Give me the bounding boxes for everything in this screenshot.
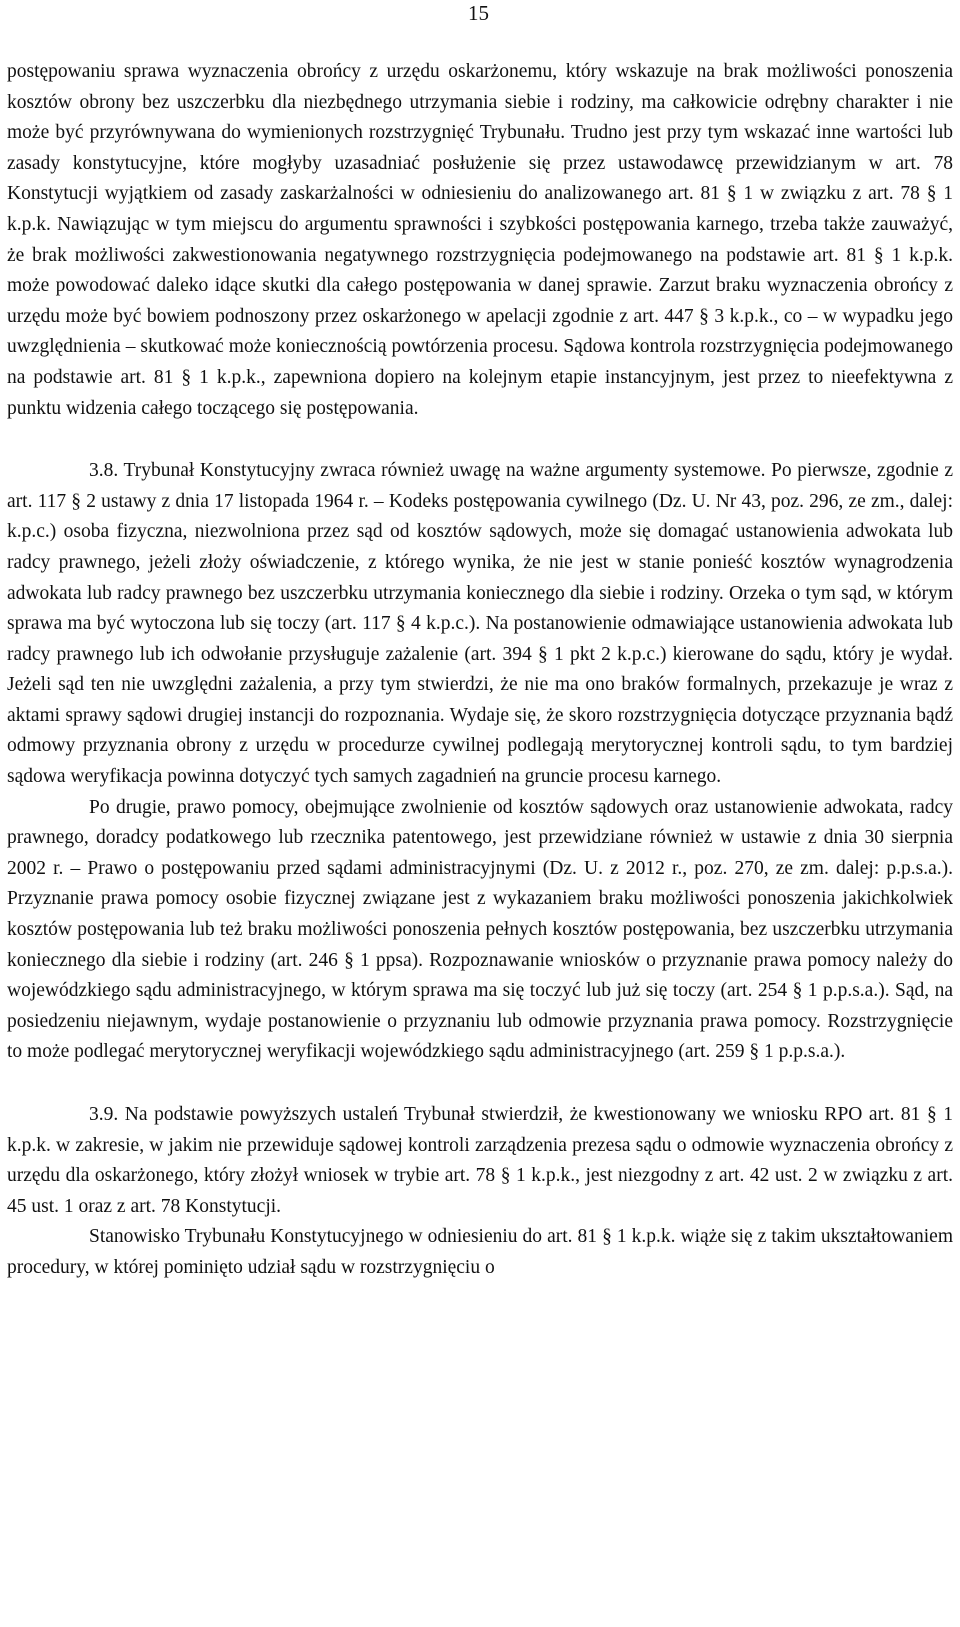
document-body xyxy=(7,57,953,1284)
paragraph-stanowisko: Stanowisko Trybunału Konstytucyjnego w odniesieniu do art. 81 § 1 k.p.k. wiąże się z takim ukształtowaniem procedury, w której pominięto udział sądu w rozstrzygnięciu o xyxy=(7,1226,953,1278)
page-number: 15 xyxy=(468,1,489,25)
paragraph-gap xyxy=(7,1068,953,1100)
paragraph-continuation: postępowaniu sprawa wyznaczenia obrońcy z urzędu oskarżonemu, który wskazuje na brak możliwości ponoszenia kosztów obrony bez uszczerbku dla niezbędnego utrzymania siebie i rodziny, ma całkowicie odrębny charakter i nie może być przyrównywana do wymienionych rozstrzygnięć Trybunału. Trudno jest przy tym wskazać inne wartości lub zasady konstytucyjne, które mogłyby uzasadniać posłużenie się przez ustawodawcę przewidzianym w art. 78 Konstytucji wyjątkiem od zasady zaskarżalności w odniesieniu do analizowanego art. 81 § 1 w związku z art. 78 § 1 k.p.k. Nawiązując w tym miejscu do argumentu sprawności i szybkości postępowania karnego, trzeba także zauważyć, że brak możliwości zakwestionowania negatywnego rozstrzygnięcia podejmowanego na podstawie art. 81 § 1 k.p.k. może powodować daleko idące skutki dla całego postępowania w danej sprawie. Zarzut braku wyznaczenia obrońcy z urzędu może być bowiem podnoszony przez oskarżonego w apelacji zgodnie z art. 447 § 3 k.p.k., co – w wypadku jego uwzględnienia – skutkować może koniecznością powtórzenia procesu. Sądowa kontrola rozstrzygnięcia podejmowanego na podstawie art. 81 § 1 k.p.k., zapewniona dopiero na kolejnym etapie instancyjnym, jest przez to nieefektywna z punktu widzenia całego toczącego się postępowania. xyxy=(7,61,953,419)
paragraph-3-9: 3.9. Na podstawie powyższych ustaleń Trybunał stwierdził, że kwestionowany we wniosku RPO art. 81 § 1 k.p.k. w zakresie, w jakim nie przewiduje sądowej kontroli zarządzenia prezesa sądu o odmowie wyznaczenia obrońcy z urzędu dla oskarżonego, który złożył wniosek w trybie art. 78 § 1 k.p.k., jest niezgodny z art. 42 ust. 2 w związku z art. 45 ust. 1 oraz z art. 78 Konstytucji. xyxy=(7,1104,953,1217)
paragraph-po-drugie: Po drugie, prawo pomocy, obejmujące zwolnienie od kosztów sądowych oraz ustanowienie adwokata, radcy prawnego, doradcy podatkowego lub rzecznika patentowego, jest przewidziane również w ustawie z dnia 30 sierpnia 2002 r. – Prawo o postępowaniu przed sądami administracyjnymi (Dz. U. z 2012 r., poz. 270, ze zm. dalej: p.p.s.a.). Przyznanie prawa pomocy osobie fizycznej związane jest z wykazaniem braku możliwości ponoszenia jakichkolwiek kosztów postępowania lub też braku możliwości ponoszenia pełnych kosztów postępowania, bez uszczerbku utrzymania koniecznego dla siebie i rodziny (art. 246 § 1 ppsa). Rozpoznawanie wniosków o przyznanie prawa pomocy należy do wojewódzkiego sądu administracyjnego, w którym sprawa ma się toczyć lub już się toczy (art. 254 § 1 p.p.s.a.). Sąd, na posiedzeniu niejawnym, wydaje postanowienie o przyznaniu lub odmowie przyznania prawa pomocy. Rozstrzygnięcie to może podlegać merytorycznej weryfikacji wojewódzkiego sądu administracyjnego (art. 259 § 1 p.p.s.a.). xyxy=(7,796,953,1063)
paragraph-gap xyxy=(7,424,953,456)
paragraph-3-8: 3.8. Trybunał Konstytucyjny zwraca również uwagę na ważne argumenty systemowe. Po pierwsze, zgodnie z art. 117 § 2 ustawy z dnia 17 listopada 1964 r. – Kodeks postępowania cywilnego (Dz. U. Nr 43, poz. 296, ze zm., dalej: k.p.c.) osoba fizyczna, niezwolniona przez sąd od kosztów sądowych, może się domagać ustanowienia adwokata lub radcy prawnego, jeżeli złoży oświadczenie, z którego wynika, że nie jest w stanie ponieść kosztów wynagrodzenia adwokata lub radcy prawnego bez uszczerbku utrzymania koniecznego dla siebie i rodziny. Orzeka o tym sąd, w którym sprawa ma być wytoczona lub się toczy (art. 117 § 4 k.p.c.). Na postanowienie odmawiające ustanowienia adwokata lub radcy prawnego lub ich odwołanie przysługuje zażalenie (art. 394 § 1 pkt 2 k.p.c.) kierowane do sądu, który je wydał. Jeżeli sąd ten nie uwzględni zażalenia, a przy tym stwierdzi, że nie ma ono braków formalnych, przekazuje je wraz z aktami sprawy sądowi drugiej instancji do rozpoznania. Wydaje się, że skoro rozstrzygnięcia dotyczące przyznania bądź odmowy przyznania obrony z urzędu w procedurze cywilnej podlegają merytorycznej kontroli sądu, to tym bardziej sądowa weryfikacja powinna dotyczyć tych samych zagadnień na gruncie procesu karnego. xyxy=(7,460,953,788)
